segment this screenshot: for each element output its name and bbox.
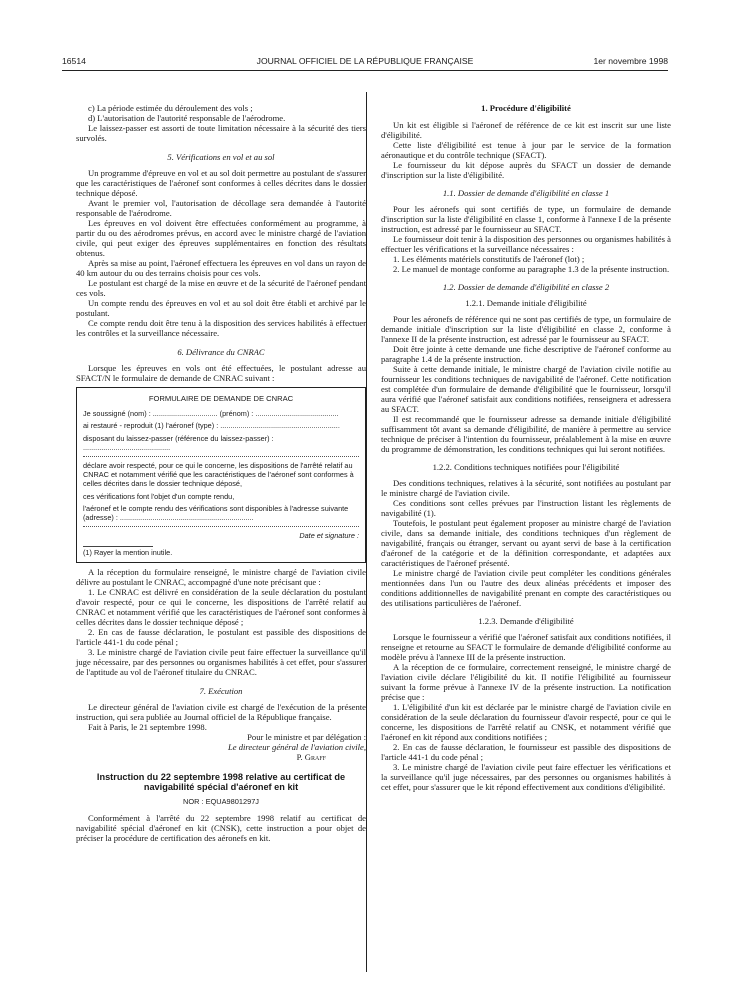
section-title-1: 1. Procédure d'éligibilité bbox=[481, 103, 571, 113]
paragraph: Ces conditions sont celles prévues par l'instruction listant les règlements de navigabilité (1). bbox=[381, 498, 671, 518]
paragraph: Toutefois, le postulant peut également proposer au ministre chargé de l'aviation civile, dans sa demande initiale, des conditions techniques d'un règlement de navigabilité, français ou étranger, servant ou ayant servi de base à la certification d'aéronef de la catégorie et de la définition correspondante, et adaptées aux caractéristiques de l'aéronef présenté. bbox=[381, 518, 671, 568]
paragraph: Lorsque les épreuves en vols ont été effectuées, le postulant adresse au SFACT/N le formulaire de demande de CNRAC suivant : bbox=[76, 363, 366, 383]
paragraph: Le directeur général de l'aviation civile est chargé de l'exécution de la présente instruction, qui sera publiée au Journal officiel de la République française. bbox=[76, 701, 366, 722]
paragraph: Un compte rendu des épreuves en vol et au sol doit être établi et archivé par le postulant. bbox=[76, 298, 366, 318]
cnrac-form-box bbox=[76, 387, 366, 563]
section-title-1-2-2: 1.2.2. Conditions techniques notifiées pour l'éligibilité bbox=[432, 462, 620, 472]
section-title-1-2-1: 1.2.1. Demande initiale d'éligibilité bbox=[465, 298, 587, 308]
paragraph: Les épreuves en vol doivent être effectuées conformément au programme, à partir du ou des aérodromes prévus, en accord avec le ministre chargé de l'aviation civile, qui peut exiger des épreuves supplémentaires en fonction des résultats obtenus. bbox=[76, 218, 366, 258]
paragraph: 1. Le CNRAC est délivré en considération de la seule déclaration du postulant d'avoir respecté, pour ce qui le concerne, les dispositions de l'arrêté relatif au CNRAC et notamment vérifié que les caractéristiques de l'aéronef sont conformes à celles décrites dans le dossier technique déposé ; bbox=[76, 586, 366, 627]
paragraph: Des conditions techniques, relatives à la sécurité, sont notifiées au postulant par le ministre chargé de l'aviation civile. bbox=[381, 478, 671, 498]
page-number: 16514 bbox=[62, 56, 86, 66]
form-title: FORMULAIRE DE DEMANDE DE CNRAC bbox=[148, 394, 294, 403]
paragraph: Cette liste d'éligibilité est tenue à jour par le service de la formation aéronautique et du contrôle technique (SFACT). bbox=[381, 140, 671, 160]
paragraph: Un kit est éligible si l'aéronef de référence de ce kit est inscrit sur une liste d'éligibilité. bbox=[381, 120, 671, 140]
section-title-1-1: 1.1. Dossier de demande d'éligibilité en classe 1 bbox=[442, 188, 610, 198]
journal-title: JOURNAL OFFICIEL DE LA RÉPUBLIQUE FRANÇAISE bbox=[256, 56, 474, 66]
left-column bbox=[76, 103, 366, 843]
paragraph: Pour les aéronefs qui sont certifiés de type, un formulaire de demande d'inscription sur la liste d'éligibilité en classe 1, conforme à l'annexe I de la présente instruction, est adressé par le fournisseur au SFACT. bbox=[381, 204, 671, 234]
form-separator bbox=[83, 456, 359, 457]
form-line-name: Je soussigné (nom) : ................................ (prénom) : ......................................... bbox=[83, 409, 339, 419]
form-signature: Date et signature : bbox=[299, 531, 359, 541]
paragraph: Ce compte rendu doit être tenu à la disposition des services habilités à effectuer les contrôles et la surveillance nécessaire. bbox=[76, 318, 366, 338]
right-column bbox=[381, 103, 671, 792]
paragraph: Le laissez-passer est assorti de toute limitation nécessaire à la sécurité des tiers survolés. bbox=[76, 123, 366, 143]
paragraph: Le postulant est chargé de la mise en œuvre et de la sécurité de l'aéronef pendant ces vols. bbox=[76, 278, 366, 298]
signature-line-2: Le directeur général de l'aviation civile, bbox=[227, 741, 366, 752]
section-title-1-2-3: 1.2.3. Demande d'éligibilité bbox=[478, 616, 574, 626]
signature-name: P. Graff bbox=[296, 751, 326, 762]
paragraph: A la réception du formulaire renseigné, le ministre chargé de l'aviation civile délivre au postulant le CNRAC, accompagné d'une note précisant que : bbox=[76, 566, 366, 587]
form-footnote: (1) Rayer la mention inutile. bbox=[83, 548, 173, 558]
paragraph: Après sa mise au point, l'aéronef effectuera les épreuves en vol dans un rayon de 40 km autour du ou des terrains choisis pour ces vols. bbox=[76, 258, 366, 278]
paragraph: 1. L'éligibilité d'un kit est déclarée par le ministre chargé de l'aviation civile en considération de la seule déclaration du fournisseur d'avoir respecté, pour ce qui le concerne, les dispositions de l'arrêté relatif au CNSK, et notamment vérifié que l'aéronef en kit répond aux conditions notifiées ; bbox=[381, 702, 671, 742]
paragraph: Un programme d'épreuve en vol et au sol doit permettre au postulant de s'assurer que les caractéristiques de l'aéronef sont conformes à celles décrites dans le dossier technique déposé. bbox=[76, 168, 366, 198]
paragraph: Le ministre chargé de l'aviation civile peut compléter les conditions générales mentionnées dans l'un ou l'autre des deux alinéas précédents et imposer des conditions additionnelles de navigabilité prenant en compte des caractéristiques ou des utilisations particulières de l'aéronef. bbox=[381, 568, 671, 608]
issue-date: 1er novembre 1998 bbox=[593, 56, 668, 66]
paragraph: Pour les aéronefs de référence qui ne sont pas certifiés de type, un formulaire de demande initiale d'inscription sur la liste d'éligibilité en classe 2, conforme à l'annexe II de la présente instruction, est adressé par le fournisseur au SFACT. bbox=[381, 314, 671, 344]
form-line-type: ai restauré - reproduit (1) l'aéronef (type) : ........................................................... bbox=[83, 421, 340, 431]
paragraph: Suite à cette demande initiale, le ministre chargé de l'aviation civile notifie au fournisseur les conditions techniques de navigabilité de l'aéronef. Cette notification est complétée d'un formulaire de demande d'éligibilité que le fournisseur, lorsqu'il aura vérifié que l'aéronef satisfait aux conditions notifiées, renseignera et adressera au SFACT. bbox=[381, 364, 671, 414]
form-line-report: ces vérifications font l'objet d'un compte rendu, bbox=[83, 491, 235, 501]
paragraph: 3. Le ministre chargé de l'aviation civile peut faire effectuer les vérifications et la surveillance qu'il juge nécessaires, par des personnes ou organismes habilités à cet effet, pour s'assurer que le kit répond effectivement aux conditions d'éligibilité. bbox=[381, 762, 671, 792]
form-separator bbox=[83, 526, 359, 527]
section-title-1-2: 1.2. Dossier de demande d'éligibilité en classe 2 bbox=[442, 282, 610, 292]
page-header bbox=[62, 56, 668, 70]
section-title-5: 5. Vérifications en vol et au sol bbox=[167, 152, 275, 162]
item-c: c) La période estimée du déroulement des vols ; bbox=[88, 103, 253, 113]
form-line-pass: disposant du laissez-passer (référence du laissez-passer) : ........................................... bbox=[83, 433, 274, 452]
section-title-7: 7. Exécution bbox=[199, 685, 243, 696]
paragraph: Le fournisseur doit tenir à la disposition des personnes ou organismes habilités à effectuer les vérifications et la surveillance nécessaires : bbox=[381, 234, 671, 254]
paragraph: Le fournisseur du kit dépose auprès du SFACT un dossier de demande d'inscription sur la liste d'éligibilité. bbox=[381, 160, 671, 180]
paragraph: Il est recommandé que le fournisseur adresse sa demande initiale d'éligibilité suffisamment tôt avant sa demande d'éligibilité, de manière à permettre au service technique de préciser à l'intention du fournisseur, préalablement à la mise en œuvre du programme de démonstration, les conditions techniques qui lui seront notifiées. bbox=[381, 414, 671, 454]
signature-line-1: Pour le ministre et par délégation : bbox=[247, 731, 366, 742]
paragraph: 1. Les éléments matériels constitutifs de l'aéronef (lot) ; bbox=[393, 254, 585, 264]
form-line-address: l'aéronef et le compte rendu des vérifications sont disponibles à l'adresse suivante (adresse) : .................................................................. bbox=[83, 503, 349, 523]
paragraph: A la réception de ce formulaire, correctement renseigné, le ministre chargé de l'aviation civile déclare l'éligibilité du kit. Il notifie l'éligibilité au fournisseur suivant la forme prévue à l'annexe IV de la présente instruction. La notification précise que : bbox=[381, 662, 671, 702]
paragraph: 2. En cas de fausse déclaration, le fournisseur est passible des dispositions de l'article 441-1 du code pénal ; bbox=[381, 742, 671, 762]
paragraph: Fait à Paris, le 21 septembre 1998. bbox=[88, 721, 207, 732]
instruction-title: Instruction du 22 septembre 1998 relative au certificat de navigabilité spécial d'aéronef en kit bbox=[96, 771, 346, 793]
nor-reference: NOR : EQUA9801297J bbox=[183, 796, 259, 806]
header-rule bbox=[62, 70, 668, 71]
paragraph: 3. Le ministre chargé de l'aviation civile peut faire effectuer la surveillance qu'il juge nécessaire, par des personnes ou organismes habilités à cet effet, pour s'assurer de l'aptitude au vol de l'aéronef titulaire du CNRAC. bbox=[76, 646, 366, 677]
paragraph: 2. Le manuel de montage conforme au paragraphe 1.3 de la présente instruction. bbox=[393, 264, 670, 274]
item-d: d) L'autorisation de l'autorité responsable de l'aérodrome. bbox=[88, 113, 286, 123]
section-title-6: 6. Délivrance du CNRAC bbox=[177, 347, 265, 357]
paragraph: Lorsque le fournisseur a vérifié que l'aéronef satisfait aux conditions notifiées, il renseigne et retourne au SFACT le formulaire de demande d'éligibilité conforme au modèle prévu à l'annexe III de la présente instruction. bbox=[381, 632, 671, 662]
form-line-declaration: déclare avoir respecté, pour ce qui le concerne, les dispositions de l'arrêté relatif au CNRAC et notamment vérifié que les caractéristiques de l'aéronef sont conformes à celles décrites dans le dossier technique déposé, bbox=[83, 461, 354, 489]
column-divider bbox=[366, 92, 367, 972]
paragraph: 2. En cas de fausse déclaration, le postulant est passible des dispositions de l'article 441-1 du code pénal ; bbox=[76, 626, 366, 647]
paragraph: Doit être jointe à cette demande une fiche descriptive de l'aéronef conforme au paragraphe 1.4 de la présente instruction. bbox=[381, 344, 671, 364]
paragraph: Conformément à l'arrêté du 22 septembre 1998 relatif au certificat de navigabilité spécial d'aéronef en kit (CNSK), cette instruction a pour objet de préciser la procédure de certification des aéronefs en kit. bbox=[76, 812, 366, 843]
paragraph: Avant le premier vol, l'autorisation de décollage sera demandée à l'autorité responsable de l'aérodrome. bbox=[76, 198, 366, 218]
